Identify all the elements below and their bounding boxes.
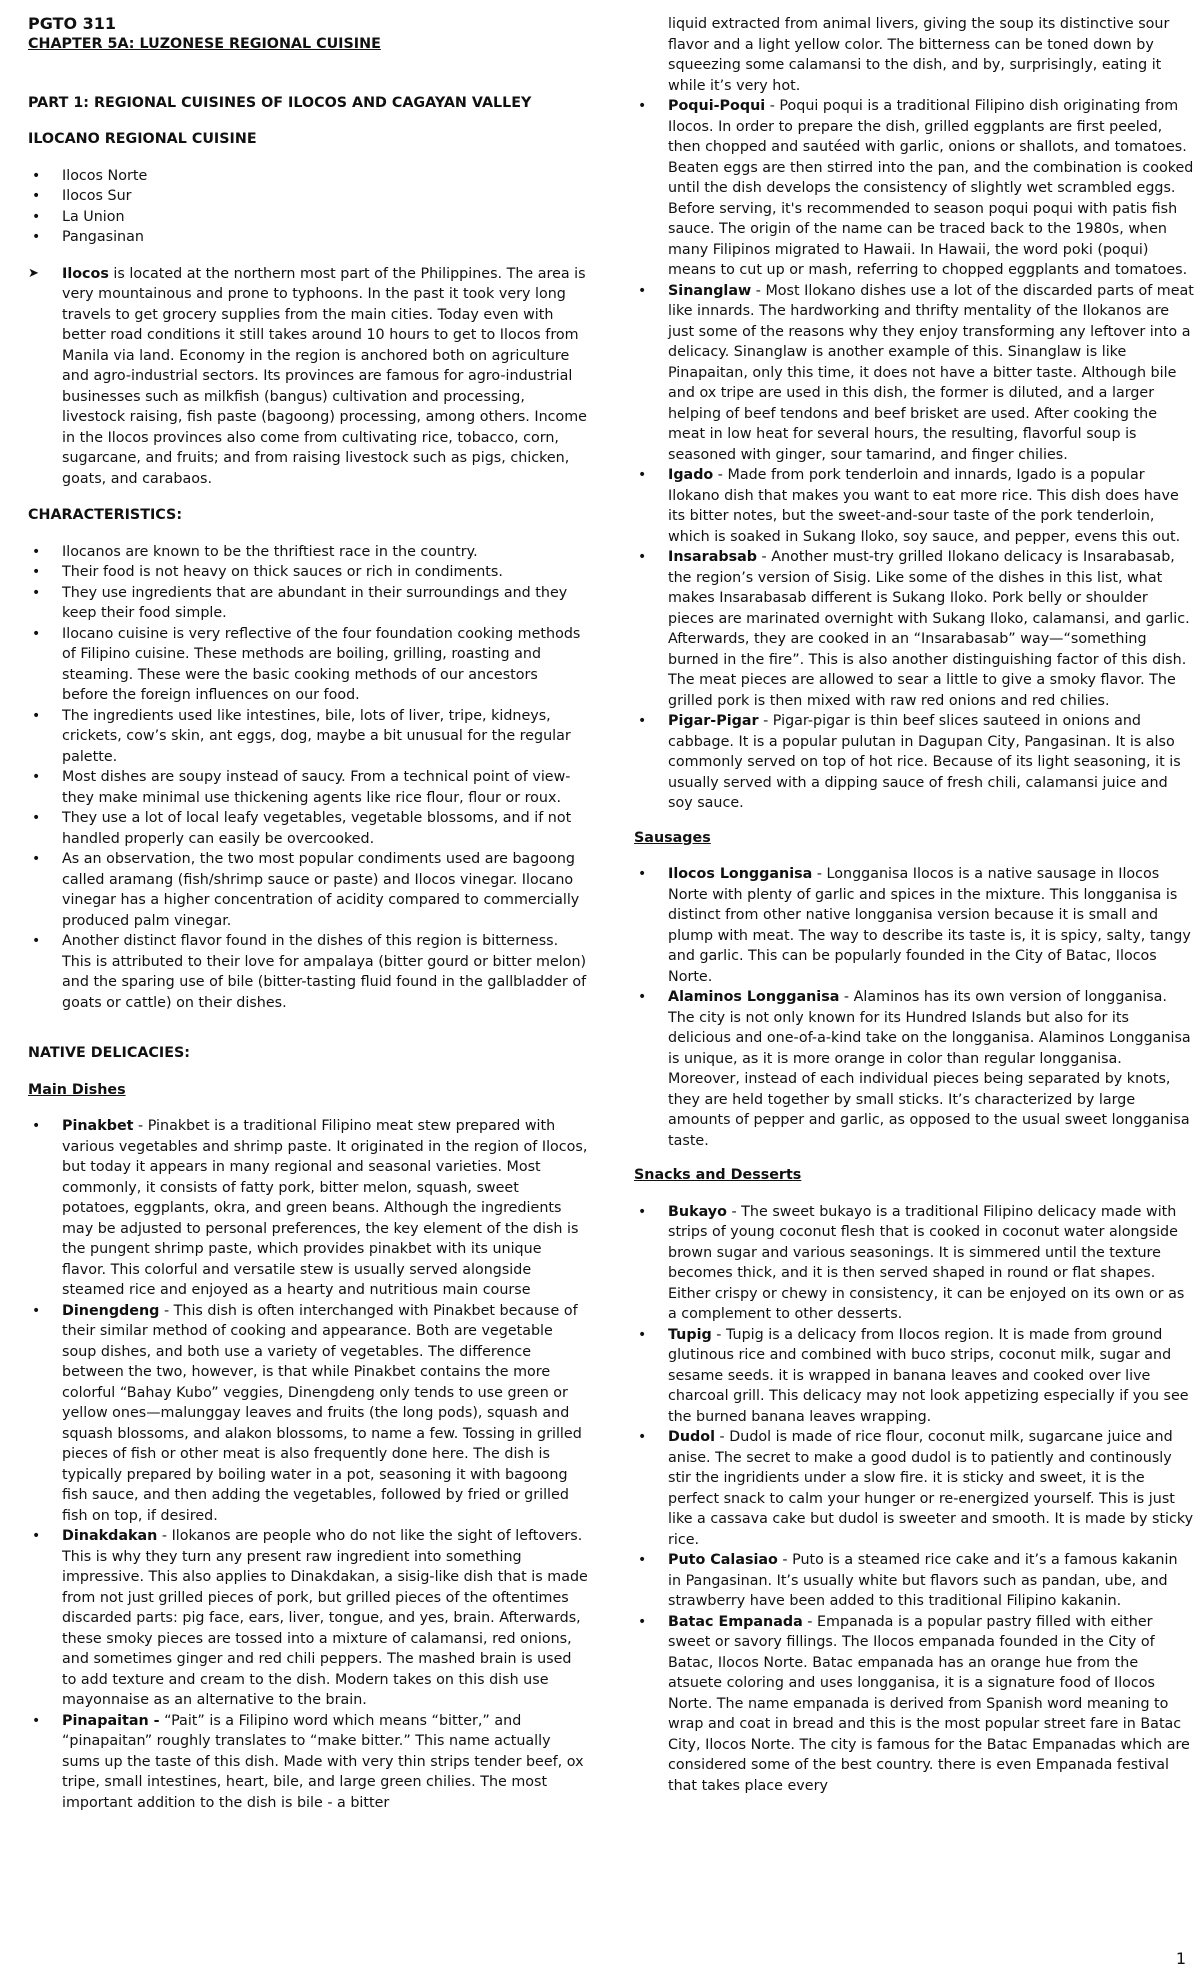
part-title: PART 1: REGIONAL CUISINES OF ILOCOS AND CAGAYAN VALLEY (28, 94, 532, 111)
dish-name: Pigar-Pigar (668, 713, 759, 729)
dish-description: - The sweet bukayo is a traditional Filipino delicacy made with strips of young coconut flesh that is cooked in coconut water alongside brown sugar and various seasonings. It is simmered until the texture becomes thick, and it is then served shaped in round or flat shapes. Either crispy or chewy in consistency, it can be enjoyed on its own or as a complement to other desserts. (668, 1203, 1185, 1322)
dish-description: - Dudol is made of rice flour, coconut milk, sugarcane juice and anise. The secret to make a good dudol is to patiently and continously stir the ingridients under a slow fire. it is sticky and sweet, it is the perfect snack to calm your hunger or re-energized yourself. This is just like a cassava cake but dudol is sweeter and smooth. It is made by sticky rice. (668, 1429, 1194, 1548)
list-item (634, 547, 1194, 711)
dish-description: - Tupig is a delicacy from Ilocos region. It is made from ground glutinous rice and combined with buco strips, coconut milk, sugar and sesame seeds. it is wrapped in banana leaves and cooked over live charcoal grill. This delicacy may not look appetizing especially if you see the burned banana leaves wrapping. (668, 1326, 1189, 1425)
list-item (634, 1325, 1194, 1428)
snacks-list (634, 1202, 1194, 1797)
dish-description: - Most Ilokano dishes use a lot of the discarded parts of meat like innards. The hardworking and thrifty mentality of the Ilokanos are just some of the reasons why they enjoy transforming any leftover into a delicacy. Sinanglaw is another example of this. Sinanglaw is like Pinapaitan, only this time, it does not have a bitter taste. Although bile and ox tripe are used in this dish, the former is diluted, and a larger helping of beef tendons and beef brisket are used. After cooking the meat in low heat for several hours, the resulting, flavorful soup is seasoned with ginger, sour tamarind, and finger chilies. (668, 282, 1194, 463)
list-item: • Ilocos Norte (28, 166, 588, 187)
list-item (634, 864, 1194, 987)
course-code: PGTO 311 (28, 14, 117, 33)
dish-description: - Alaminos has its own version of longganisa. The city is not only known for its Hundred Islands but also for its delicious and one-of-a-kind take on the longganisa. Alaminos Longganisa is unique, as it is more orange in color than regular longganisa. Moreover, instead of each individual pieces being separated by knots, they are held together by small sticks. It’s characterized by large amounts of pepper and garlic, as opposed to the usual sweet longganisa taste. (668, 989, 1191, 1149)
list-item: • Ilocos Sur (28, 186, 588, 207)
dish-name: Insarabsab (668, 549, 757, 565)
dish-name: Puto Calasiao (668, 1552, 778, 1568)
list-item: • They use ingredients that are abundant in their surroundings and they keep their food simple. (28, 583, 588, 624)
main-dishes-list-continued (634, 96, 1194, 814)
dish-description: - Ilokanos are people who do not like the sight of leftovers. This is why they turn any present raw ingredient into something impressive. This also applies to Dinakdakan, a sisig-like dish that is made from not just grilled pieces of pork, but grilled pieces of the oftentimes discarded parts: pig face, ears, liver, tongue, and yes, brain. Afterwards, these smoky pieces are tossed into a mixture of calamansi, red onions, and sometimes ginger and red chili peppers. The mashed brain is used to add texture and cream to the dish. Modern takes on this dish use mayonnaise as an alternative to the brain. (62, 1528, 588, 1708)
list-item (634, 281, 1194, 466)
dish-name: Dinakdakan (62, 1528, 158, 1544)
list-item: • The ingredients used like intestines, bile, lots of liver, tripe, kidneys, crickets, cow’s skin, ant eggs, dog, maybe a bit unusual for the regular palette. (28, 706, 588, 768)
chapter-title: CHAPTER 5A: LUZONESE REGIONAL CUISINE (28, 36, 381, 52)
province-list (28, 166, 588, 248)
characteristics-list (28, 542, 588, 1014)
list-item (634, 1202, 1194, 1325)
dish-name: Bukayo (668, 1203, 727, 1220)
list-item (634, 1550, 1194, 1612)
snacks-heading: Snacks and Desserts (634, 1167, 802, 1183)
native-delicacies-heading: NATIVE DELICACIES: (28, 1045, 191, 1061)
dish-description: - Longganisa Ilocos is a native sausage in Ilocos Norte with plenty of garlic and spices in the mixture. This longganisa is distinct from other native longganisa version because it is small and plump with meat. The way to describe its taste is, it is spicy, salty, tangy and garlic. This can be popularly founded in the City of Batac, Ilocos Norte. (668, 866, 1191, 985)
dish-name: Pinapaitan - (62, 1712, 160, 1729)
ilocano-heading: ILOCANO REGIONAL CUISINE (28, 131, 257, 147)
intro-text: is located at the northern most part of the Philippines. The area is very mountainous and prone to typhoons. In the past it took very long travels to get grocery supplies from the main cities. Today even with better road conditions it still takes around 10 hours to get to Ilocos from Manila via land. Economy in the region is anchored both on agriculture and agro-industrial sectors. Its provinces are famous for agro-industrial businesses such as milkfish (bangus) cultivation and processing, livestock raising, fish paste (bagoong) processing, among others. Income in the Ilocos provinces also come from cultivating rice, tobacco, corn, sugarcane, and fruits; and from raising livestock such as pigs, chicken, goats, and carabaos. (62, 265, 587, 487)
right-column (634, 14, 1194, 1944)
list-item: • Pangasinan (28, 227, 588, 248)
dish-description: - Pinakbet is a traditional Filipino meat stew prepared with various vegetables and shrimp paste. It originated in the region of Ilocos, but today it appears in many regional and seasonal varieties. Most commonly, it consists of fatty pork, bitter melon, squash, sweet potatoes, eggplants, okra, and green beans. Although the ingredients may be adjusted to personal preferences, the key element of the dish is the pungent shrimp paste, which provides pinakbet with its unique flavor. This colorful and versatile stew is usually served alongside steamed rice and enjoyed as a hearty and nutritious main course (62, 1118, 588, 1298)
list-item: • Another distinct flavor found in the dishes of this region is bitterness. This is attributed to their love for ampalaya (bitter gourd or bitter melon) and the sparing use of bile (bitter-tasting fluid found in the gallbladder of goats or cattle) on their dishes. (28, 931, 588, 1013)
list-item (634, 1612, 1194, 1797)
sausages-list (634, 864, 1194, 1151)
list-item (28, 1116, 588, 1301)
main-dishes-list (28, 1116, 588, 1813)
dish-name: Batac Empanada (668, 1613, 803, 1630)
dish-description: - Empanada is a popular pastry filled with either sweet or savory fillings. The Ilocos empanada founded in the City of Batac, Ilocos Norte. Batac empanada has an orange hue from the atsuete coloring and uses longganisa, it is a signature food of Ilocos Norte. The name empanada is derived from Spanish word meaning to wrap and coat in bread and this is the most popular street fare in Batac City, Ilocos Norte. The city is famous for the Batac Empanadas which are considered some of the best country. there is even Empanada festival that takes place every (668, 1613, 1190, 1794)
dish-name: Igado (668, 467, 714, 483)
list-item (28, 1526, 588, 1711)
list-item (634, 711, 1194, 814)
dish-name: Alaminos Longganisa (668, 989, 840, 1005)
characteristics-heading: CHARACTERISTICS: (28, 507, 183, 523)
list-item: • Ilocanos are known to be the thriftiest race in the country. (28, 542, 588, 563)
dish-description: - This dish is often interchanged with Pinakbet because of their similar method of cooking and appearance. Both are vegetable soup dishes, and both use a variety of vegetables. The difference between the two, however, is that while Pinakbet contains the more colorful “Bahay Kubo” veggies, Dinengdeng only tends to use green or yellow ones—malunggay leaves and fruits (the long pods), squash and squash blossoms, and alakon blossoms, to name a few. Tossing in grilled pieces of fish or other meat is also frequently done here. The dish is typically prepared by boiling water in a pot, seasoning it with bagoong fish sauce, and then adding the vegetables, followed by fried or grilled fish on top, if desired. (62, 1302, 582, 1524)
list-item: • La Union (28, 207, 588, 228)
dish-name: Dinengdeng (62, 1302, 160, 1319)
dish-name: Ilocos Longganisa (668, 866, 813, 882)
dish-description: - Poqui poqui is a traditional Filipino dish originating from Ilocos. In order to prepare the dish, grilled eggplants are first peeled, then chopped and sautéed with garlic, onions or shallots, and tomatoes. Beaten eggs are then stirred into the pan, and the combination is cooked until the dish develops the consistency of slightly wet scrambled eggs. Before serving, it's recommended to season poqui poqui with patis fish sauce. The origin of the name can be traced back to the 1980s, when many Filipinos migrated to Hawaii. In Hawaii, the word poki (poqui) means to cut up or mash, referring to chopped eggplants and tomatoes. (668, 98, 1194, 278)
list-item: • Their food is not heavy on thick sauces or rich in condiments. (28, 562, 588, 583)
intro-term: Ilocos (62, 265, 109, 282)
list-item: • They use a lot of local leafy vegetables, vegetable blossoms, and if not handled properly can easily be overcooked. (28, 808, 588, 849)
dish-description: - Pigar-pigar is thin beef slices sauteed in onions and cabbage. It is a popular pulutan in Dagupan City, Pangasinan. It is also commonly served on top of hot rice. Because of its light seasoning, it is usually served with a dipping sauce of fresh chili, calamansi juice and soy sauce. (668, 713, 1181, 811)
list-item (634, 465, 1194, 547)
list-item: • As an observation, the two most popular condiments used are bagoong called aramang (fish/shrimp sauce or paste) and Ilocos vinegar. Ilocano vinegar has a higher concentration of acidity compared to commercially produced palm vinegar. (28, 849, 588, 931)
dish-description: “Pait” is a Filipino word which means “bitter,” and “pinapaitan” roughly translates to “make bitter.” This name actually sums up the taste of this dish. Made with very thin strips tender beef, ox tripe, small intestines, heart, bile, and large green chilies. The most important addition to the dish is bile - a bitter (62, 1712, 584, 1811)
dish-description: - Another must-try grilled Ilokano delicacy is Insarabasab, the region’s version of Sisig. Like some of the dishes in this list, what makes Insarabasab different is Sukang Iloko. Pork belly or shoulder pieces are marinated overnight with Sukang Iloko, calamansi, and garlic. Afterwards, they are cooked in an “Insarabasab” way—“something burned in the fire”. This is also another distinguishing factor of this dish. The meat pieces are allowed to sear a little to give a smoky flavor. The grilled pork is then mixed with raw red onions and red chilies. (668, 549, 1190, 709)
intro-paragraph (28, 264, 588, 490)
list-item (634, 96, 1194, 281)
list-item (634, 987, 1194, 1151)
list-item: • Most dishes are soupy instead of saucy. From a technical point of view- they make minimal use thickening agents like rice flour, flour or roux. (28, 767, 588, 808)
page-number: 1 (1175, 1949, 1186, 1968)
list-item (634, 1427, 1194, 1550)
dish-name: Poqui-Poqui (668, 98, 766, 114)
pinapaitan-continued: liquid extracted from animal livers, giving the soup its distinctive sour flavor and a light yellow color. The bitterness can be toned down by squeezing some calamansi to the dish, and by, surprisingly, eating it while it’s very hot. (668, 16, 1170, 94)
arrow-bullet-icon: ➤ (28, 265, 39, 281)
list-item (28, 1711, 588, 1814)
dish-name: Sinanglaw (668, 282, 752, 299)
left-column (28, 14, 588, 1944)
main-dishes-heading: Main Dishes (28, 1081, 126, 1098)
dish-description: - Made from pork tenderloin and innards, Igado is a popular Ilokano dish that makes you want to eat more rice. This dish does have its bitter notes, but the sweet-and-sour taste of the pork tenderloin, which is soaked in Sukang Iloko, soy sauce, and pepper, evens this out. (668, 467, 1181, 545)
dish-name: Pinakbet (62, 1118, 134, 1134)
dish-name: Dudol (668, 1429, 716, 1445)
dish-name: Tupig (668, 1326, 712, 1343)
list-item: • Ilocano cuisine is very reflective of the four foundation cooking methods of Filipino cuisine. These methods are boiling, grilling, roasting and steaming. These were the basic cooking methods of our ancestors before the foreign influences on our food. (28, 624, 588, 706)
list-item (28, 1301, 588, 1527)
dish-description: - Puto is a steamed rice cake and it’s a famous kakanin in Pangasinan. It’s usually white but flavors such as pandan, ube, and strawberry have been added to this traditional Filipino kakanin. (668, 1552, 1178, 1609)
sausages-heading: Sausages (634, 829, 711, 846)
